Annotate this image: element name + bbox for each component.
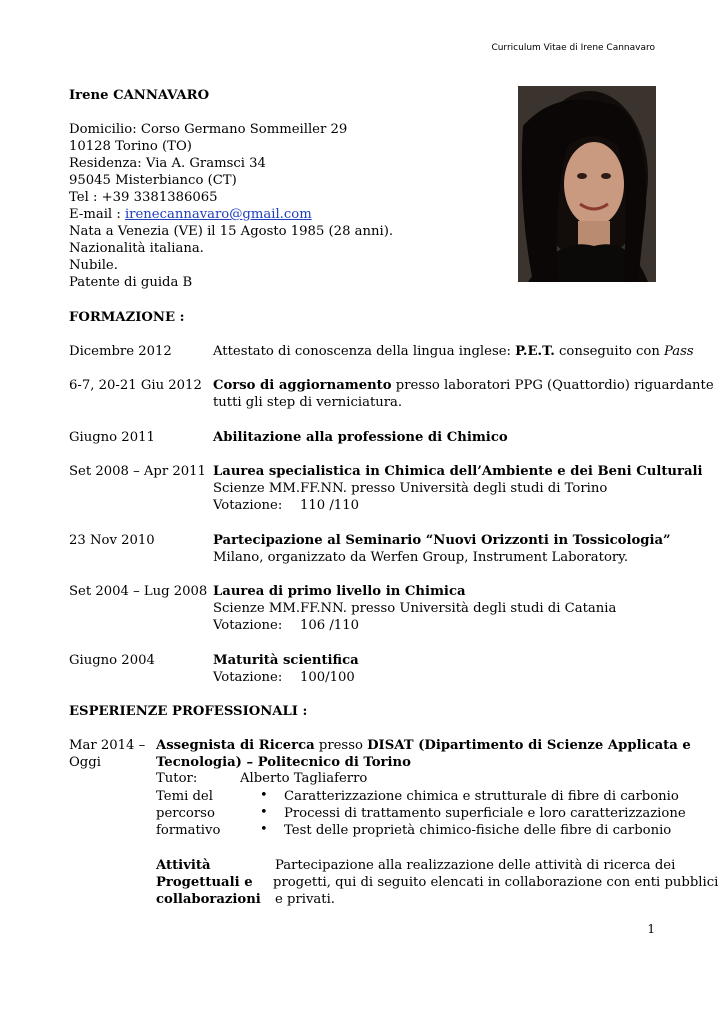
esperienze-heading: ESPERIENZE PROFESSIONALI : <box>69 704 308 719</box>
attivita-label: collaborazioni <box>156 892 261 907</box>
tema-item: Caratterizzazione chimica e strutturale di fibre di carbonio <box>284 789 679 804</box>
formazione-entry: Maturità scientifica <box>213 653 359 668</box>
tema-item: Processi di trattamento superficiale e loro caratterizzazione <box>284 806 686 821</box>
formazione-entry: Corso di aggiornamento presso laboratori PPG (Quattordio) riguardante <box>213 378 714 393</box>
formazione-date: Giugno 2011 <box>69 430 155 445</box>
formazione-entry: Laurea specialistica in Chimica dell’Ambiente e dei Beni Culturali <box>213 464 703 479</box>
residenza-city: 95045 Misterbianco (CT) <box>69 173 237 188</box>
formazione-heading: FORMAZIONE : <box>69 310 185 325</box>
vote-value: 100/100 <box>300 670 355 685</box>
attivita-label: Attività <box>156 858 211 873</box>
page-number: 1 <box>647 922 655 936</box>
vote-label: Votazione: <box>213 498 283 513</box>
esperienza-date: Mar 2014 – <box>69 738 146 753</box>
running-header: Curriculum Vitae di Irene Cannavaro <box>491 43 655 53</box>
attivita-text: progetti, qui di seguito elencati in collaborazione con enti pubblici <box>273 875 719 890</box>
attivita-text: Partecipazione alla realizzazione delle attività di ricerca dei <box>275 858 676 873</box>
marital-status: Nubile. <box>69 258 118 273</box>
formazione-entry: Abilitazione alla professione di Chimico <box>213 430 508 445</box>
formazione-date: 6-7, 20-21 Giu 2012 <box>69 378 202 393</box>
formazione-entry: Laurea di primo livello in Chimica <box>213 584 466 599</box>
nationality: Nazionalità italiana. <box>69 241 204 256</box>
bullet-icon: • <box>260 822 268 837</box>
esperienza-date-end: Oggi <box>69 755 101 770</box>
formazione-entry: Partecipazione al Seminario “Nuovi Orizzonti in Tossicologia” <box>213 533 671 548</box>
tutor-label: Tutor: <box>156 771 198 786</box>
attivita-text: e privati. <box>275 892 335 907</box>
domicilio: Domicilio: Corso Germano Sommeiller 29 <box>69 122 348 137</box>
formazione-detail: Scienze MM.FF.NN. presso Università degli studi di Catania <box>213 601 617 616</box>
vote-label: Votazione: <box>213 670 283 685</box>
formazione-date: 23 Nov 2010 <box>69 533 155 548</box>
temi-label: Temi del <box>156 789 213 804</box>
tutor-name: Alberto Tagliaferro <box>240 771 368 786</box>
person-name: Irene CANNAVARO <box>69 88 210 103</box>
bullet-icon: • <box>260 788 268 803</box>
bullet-icon: • <box>260 805 268 820</box>
formazione-date: Dicembre 2012 <box>69 344 172 359</box>
vote-value: 106 /110 <box>300 618 359 633</box>
profile-photo <box>518 86 656 282</box>
email-line <box>69 206 312 223</box>
tema-item: Test delle proprietà chimico-fisiche delle fibre di carbonio <box>284 823 672 838</box>
esperienza-role: Assegnista di Ricerca presso DISAT (Dipartimento di Scienze Applicata e <box>156 738 691 753</box>
formazione-detail: tutti gli step di verniciatura. <box>213 395 403 410</box>
vote-value: 110 /110 <box>300 498 359 513</box>
email-label: E-mail : <box>69 207 125 222</box>
formazione-entry: Attestato di conoscenza della lingua inglese: P.E.T. conseguito con Pass <box>213 344 694 359</box>
formazione-date: Set 2004 – Lug 2008 <box>69 584 208 599</box>
domicilio-city: 10128 Torino (TO) <box>69 139 192 154</box>
attivita-label: Progettuali e <box>156 875 253 890</box>
birth-info: Nata a Venezia (VE) il 15 Agosto 1985 (28 anni). <box>69 224 394 239</box>
formazione-date: Set 2008 – Apr 2011 <box>69 464 206 479</box>
vote-label: Votazione: <box>213 618 283 633</box>
residenza: Residenza: Via A. Gramsci 34 <box>69 156 266 171</box>
esperienza-org: Tecnologia) – Politecnico di Torino <box>156 755 411 770</box>
formazione-detail: Milano, organizzato da Werfen Group, Instrument Laboratory. <box>213 550 629 565</box>
formazione-date: Giugno 2004 <box>69 653 155 668</box>
temi-label: percorso <box>156 806 215 821</box>
formazione-detail: Scienze MM.FF.NN. presso Università degli studi di Torino <box>213 481 608 496</box>
temi-label: formativo <box>156 823 221 838</box>
driving-license: Patente di guida B <box>69 275 193 290</box>
telephone: Tel : +39 3381386065 <box>69 190 218 205</box>
email-link[interactable]: irenecannavaro@gmail.com <box>124 207 312 222</box>
